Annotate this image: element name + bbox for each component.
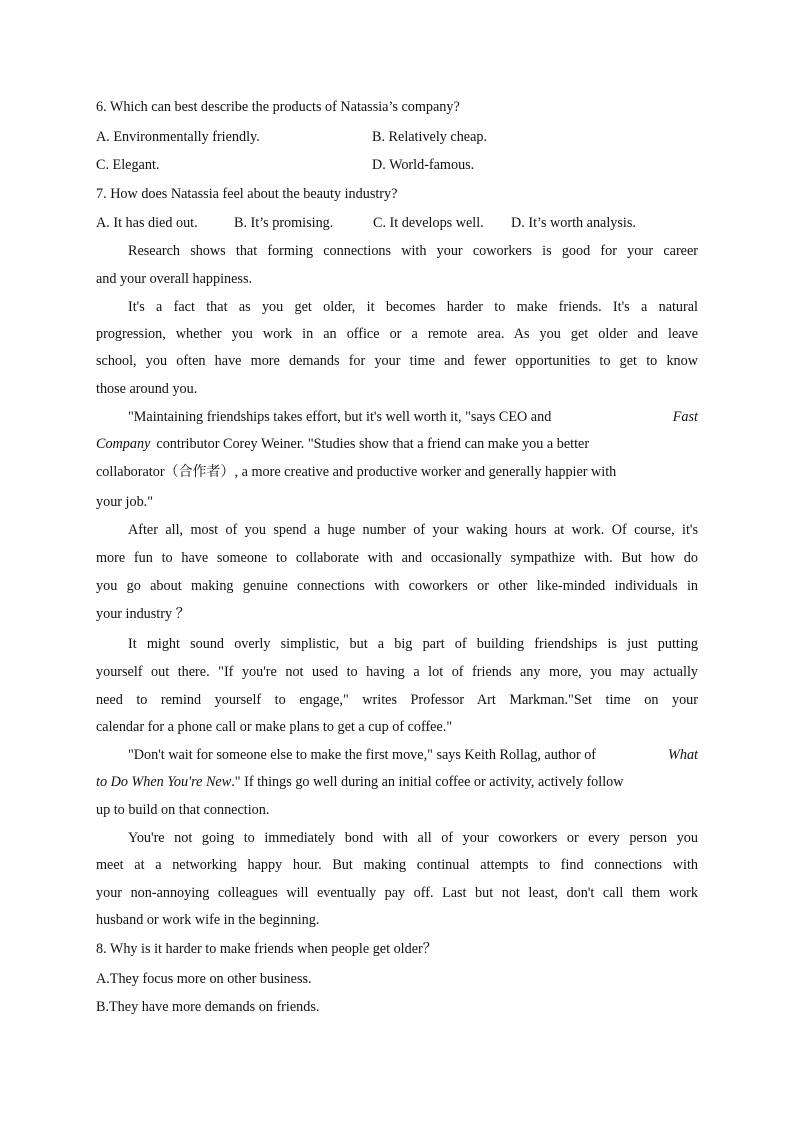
passage-p4-line2: more fun to have someone to collaborate with and occasionally sympathize with. But how do: [96, 550, 698, 566]
passage-p6-line1: [128, 745, 698, 765]
passage-p2-line4: those around you.: [96, 381, 198, 397]
passage-p6-line2-italic: to Do When You're New: [96, 774, 232, 790]
question-6-option-c: C. Elegant.: [96, 157, 160, 173]
passage-p2-line3: school, you often have more demands for your time and fewer opportunities to get to know: [96, 353, 698, 369]
passage-p7-line1: You're not going to immediately bond with all of your coworkers or every person you: [128, 830, 698, 846]
passage-p7-line2: meet at a networking happy hour. But making continual attempts to find connections with: [96, 857, 698, 873]
passage-p4-line1: After all, most of you spend a huge number of your waking hours at work. Of course, it's: [128, 522, 698, 538]
passage-p3-line2-text: contributor Corey Weiner. "Studies show that a friend can make you a better: [156, 436, 590, 452]
passage-p7-line3: your non-annoying colleagues will eventually pay off. Last but not least, don't call them work: [96, 885, 698, 901]
question-7-stem: 7. How does Natassia feel about the beauty industry?: [96, 186, 398, 202]
passage-p5-line4: calendar for a phone call or make plans to get a cup of coffee.": [96, 719, 453, 735]
passage-p6-line2: [96, 772, 698, 792]
passage-p6-line1-text: "Don't wait for someone else to make the first move," says Keith Rollag, author of: [128, 747, 597, 763]
question-6-option-d: D. World-famous.: [372, 157, 475, 173]
passage-p4-line4: your industry ？: [96, 606, 190, 622]
passage-p3-line1: [128, 407, 698, 427]
question-8-stem: 8. Why is it harder to make friends when people get older？: [96, 941, 437, 957]
passage-p2-line1: It's a fact that as you get older, it becomes harder to make friends. It's a natural: [128, 299, 698, 315]
question-7-option-c: C. It develops well.: [373, 215, 484, 231]
question-8-option-b: B.They have more demands on friends.: [96, 999, 320, 1015]
passage-p3-line3: [96, 462, 698, 482]
question-8-option-a: A.They focus more on other business.: [96, 971, 312, 987]
question-7-option-a: A. It has died out.: [96, 215, 198, 231]
question-7-option-b: B. It’s promising.: [234, 215, 334, 231]
question-6-option-b: B. Relatively cheap.: [372, 129, 488, 145]
passage-p6-line3: up to build on that connection.: [96, 802, 270, 818]
question-6-option-a: A. Environmentally friendly.: [96, 129, 260, 145]
passage-p6-line2-text: ." If things go well during an initial coffee or activity, actively follow: [231, 774, 624, 790]
passage-p4-line3: you go about making genuine connections with coworkers or other like-minded individuals in: [96, 578, 698, 594]
passage-p1-line2: and your overall happiness.: [96, 271, 253, 287]
passage-p1-line1: Research shows that forming connections with your coworkers is good for your career: [128, 243, 698, 259]
passage-p6-line1-italic: What: [668, 747, 698, 763]
passage-p2-line2: progression, whether you work in an office or a remote area. As you get older and leave: [96, 326, 698, 342]
passage-p5-line2: yourself out there. "If you're not used to having a lot of friends any more, you may actually: [96, 664, 698, 680]
question-7-option-d: D. It’s worth analysis.: [511, 215, 636, 231]
passage-p3-line1-text: "Maintaining friendships takes effort, but it's well worth it, "says CEO and: [128, 409, 552, 425]
passage-p5-line1: It might sound overly simplistic, but a big part of building friendships is just putting: [128, 636, 698, 652]
passage-p3-line3-text-b: , a more creative and productive worker and generally happier with: [234, 464, 617, 480]
passage-p3-line2: [96, 434, 698, 454]
passage-p3-line3-text-a: collaborator: [96, 464, 165, 480]
passage-p5-line3: need to remind yourself to engage," writes Professor Art Markman."Set time on your: [96, 692, 698, 708]
passage-p3-line3-chinese-gloss: （合作者）: [164, 464, 235, 480]
passage-p3-line2-italic: Company: [96, 436, 151, 452]
passage-p7-line4: husband or work wife in the beginning.: [96, 912, 320, 928]
question-6-stem: 6. Which can best describe the products of Natassia’s company?: [96, 99, 460, 115]
passage-p3-line1-italic: Fast: [672, 409, 698, 425]
passage-p3-line4: your job.": [96, 494, 154, 510]
